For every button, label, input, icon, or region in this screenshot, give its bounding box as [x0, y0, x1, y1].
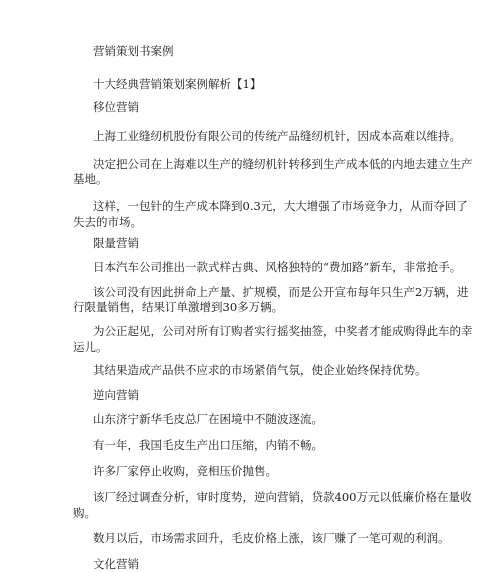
section-heading-culture: 文化营销: [93, 557, 139, 571]
paragraph: 数月以后，市场需求回升，毛皮价格上涨，该厂赚了一笔可观的利润。: [93, 531, 450, 545]
paragraph-continuation: 失去的市场。: [73, 215, 142, 229]
section-heading-relocation: 移位营销: [93, 100, 139, 114]
section-heading-reverse: 逆向营销: [93, 388, 139, 402]
paragraph: 日本汽车公司推出一款式样古典、风格独特的“费加路”新车，非常抢手。: [93, 260, 462, 274]
document-subtitle: 十大经典营销策划案例解析【1】: [93, 77, 262, 91]
paragraph-continuation: 行限量销售，结果订单激增到30多万辆。: [73, 300, 284, 314]
section-heading-limited: 限量营销: [93, 236, 139, 250]
paragraph: 该公司没有因此拼命上产量、扩规模，而是公开宣布每年只生产2万辆，进: [93, 285, 469, 299]
paragraph: 决定把公司在上海难以生产的缝纫机针转移到生产成本低的内地去建立生产: [93, 157, 473, 171]
paragraph-continuation: 基地。: [73, 172, 108, 186]
paragraph-continuation: 购。: [73, 506, 96, 520]
paragraph-continuation: 运儿。: [73, 340, 108, 354]
paragraph: 其结果造成产品供不应求的市场紧俏气氛，使企业始终保持优势。: [93, 363, 427, 377]
paragraph: 该厂经过调查分析，审时度势，逆向营销，贷款400万元以低廉价格在量收: [93, 490, 472, 504]
paragraph: 山东济宁新华毛皮总厂在困境中不随波逐流。: [93, 412, 323, 426]
paragraph: 为公正起见，公司对所有订购者实行摇奖抽签，中奖者才能成购得此车的幸: [93, 324, 473, 338]
paragraph: 有一年，我国毛皮生产出口压缩，内销不畅。: [93, 438, 323, 452]
document-title: 营销策划书案例: [93, 44, 174, 58]
paragraph: 许多厂家停止收购，竞相压价抛售。: [93, 464, 277, 478]
paragraph: 上海工业缝纫机股份有限公司的传统产品缝纫机针，因成本高难以维持。: [93, 129, 461, 143]
paragraph: 这样，一包针的生产成本降到0.3元，大大增强了市场竞争力，从而夺回了: [93, 199, 468, 213]
